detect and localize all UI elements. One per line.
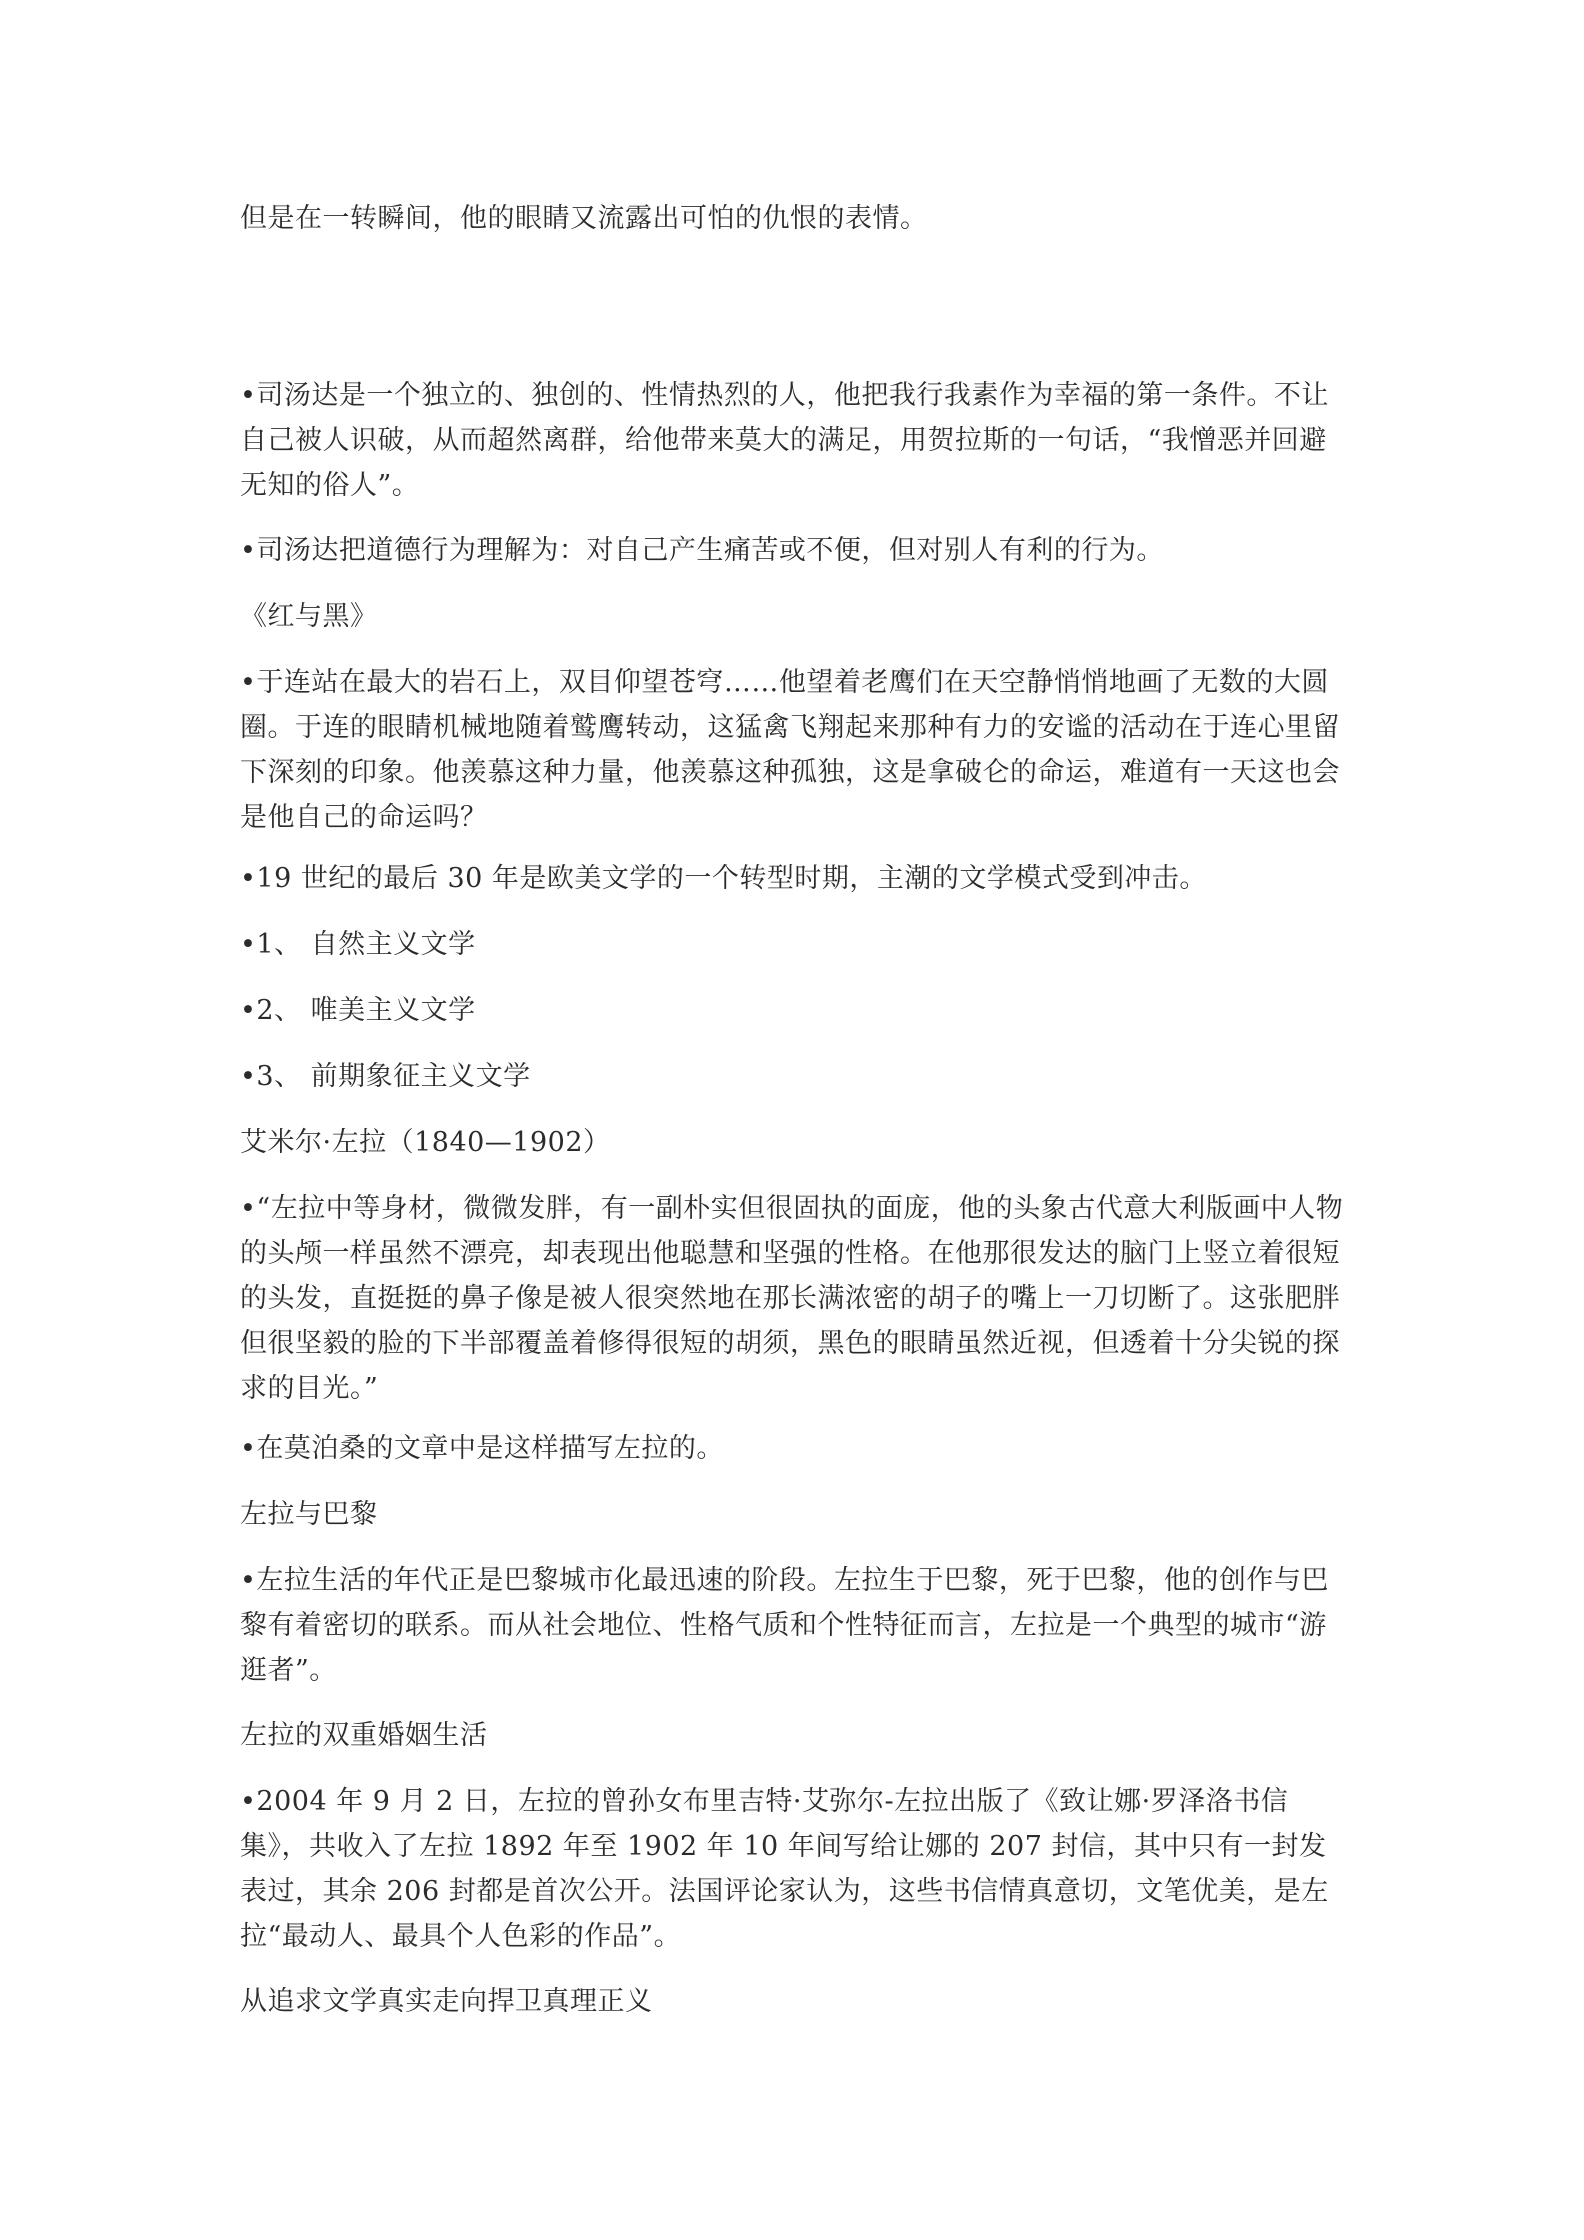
paragraph-julien-rock: •于连站在最大的岩石上，双目仰望苍穹……他望着老鹰们在天空静悄悄地画了无数的大圆圈。于连的眼睛机械地随着鹫鹰转动，这猛禽飞翔起来那种有力的安谧的活动在于连心里留下深刻的印象。他羡慕这种力量，他羡慕这种孤独，这是拿破仑的命运，难道有一天这也会是他自己的命运吗？ — [240, 667, 1340, 833]
heading-emile-zola: 艾米尔·左拉（1840—1902） — [240, 1127, 611, 1158]
heading-truth-and-justice: 从追求文学真实走向捍卫真理正义 — [240, 1986, 653, 2017]
paragraph-19th-century-transition: •19 世纪的最后 30 年是欧美文学的一个转型时期，主潮的文学模式受到冲击。 — [240, 863, 1207, 894]
paragraph-zola-description: •“左拉中等身材，微微发胖，有一副朴实但很固执的面庞，他的头象古代意大利版画中人物的头颅一样虽然不漂亮，却表现出他聪慧和坚强的性格。在他那很发达的脑门上竖立着很短的头发，直挺挺的鼻子像是被人很突然地在那长满浓密的胡子的嘴上一刀切断了。这张肥胖但很坚毅的脸的下半部覆盖着修得很短的胡须，黑色的眼睛虽然近视，但透着十分尖锐的探求的目光。” — [240, 1193, 1344, 1404]
paragraph-maupassant-note: •在莫泊桑的文章中是这样描写左拉的。 — [240, 1433, 724, 1464]
paragraph-eye-expression: 但是在一转瞬间，他的眼睛又流露出可怕的仇恨的表情。 — [240, 203, 928, 234]
heading-red-and-black: 《红与黑》 — [240, 601, 378, 632]
paragraph-zola-paris: •左拉生活的年代正是巴黎城市化最迅速的阶段。左拉生于巴黎，死于巴黎，他的创作与巴黎有着密切的联系。而从社会地位、性格气质和个性特征而言，左拉是一个典型的城市“游逛者”。 — [240, 1565, 1329, 1686]
heading-zola-double-marriage: 左拉的双重婚姻生活 — [240, 1720, 488, 1751]
list-item-symbolism: •3、 前期象征主义文学 — [240, 1061, 531, 1092]
paragraph-stendhal-morality: •司汤达把道德行为理解为：对自己产生痛苦或不便，但对别人有利的行为。 — [240, 535, 1164, 566]
paragraph-stendhal-independent: •司汤达是一个独立的、独创的、性情热烈的人，他把我行我素作为幸福的第一条件。不让自己被人识破，从而超然离群，给他带来莫大的满足，用贺拉斯的一句话，“我憎恶并回避无知的俗人”。 — [240, 380, 1329, 501]
paragraph-zola-letters: •2004 年 9 月 2 日，左拉的曾孙女布里吉特·艾弥尔-左拉出版了《致让娜·罗泽洛书信集》，共收入了左拉 1892 年至 1902 年 10 年间写给让娜的 207 封信，其中只有一封发表过，其余 206 封都是首次公开。法国评论家认为，这些书信情真意切，文笔优美，是左拉“最动人、最具个人色彩的作品”。 — [240, 1786, 1329, 1952]
list-item-aestheticism: •2、 唯美主义文学 — [240, 995, 476, 1026]
heading-zola-and-paris: 左拉与巴黎 — [240, 1499, 378, 1530]
list-item-naturalism: •1、 自然主义文学 — [240, 929, 476, 960]
